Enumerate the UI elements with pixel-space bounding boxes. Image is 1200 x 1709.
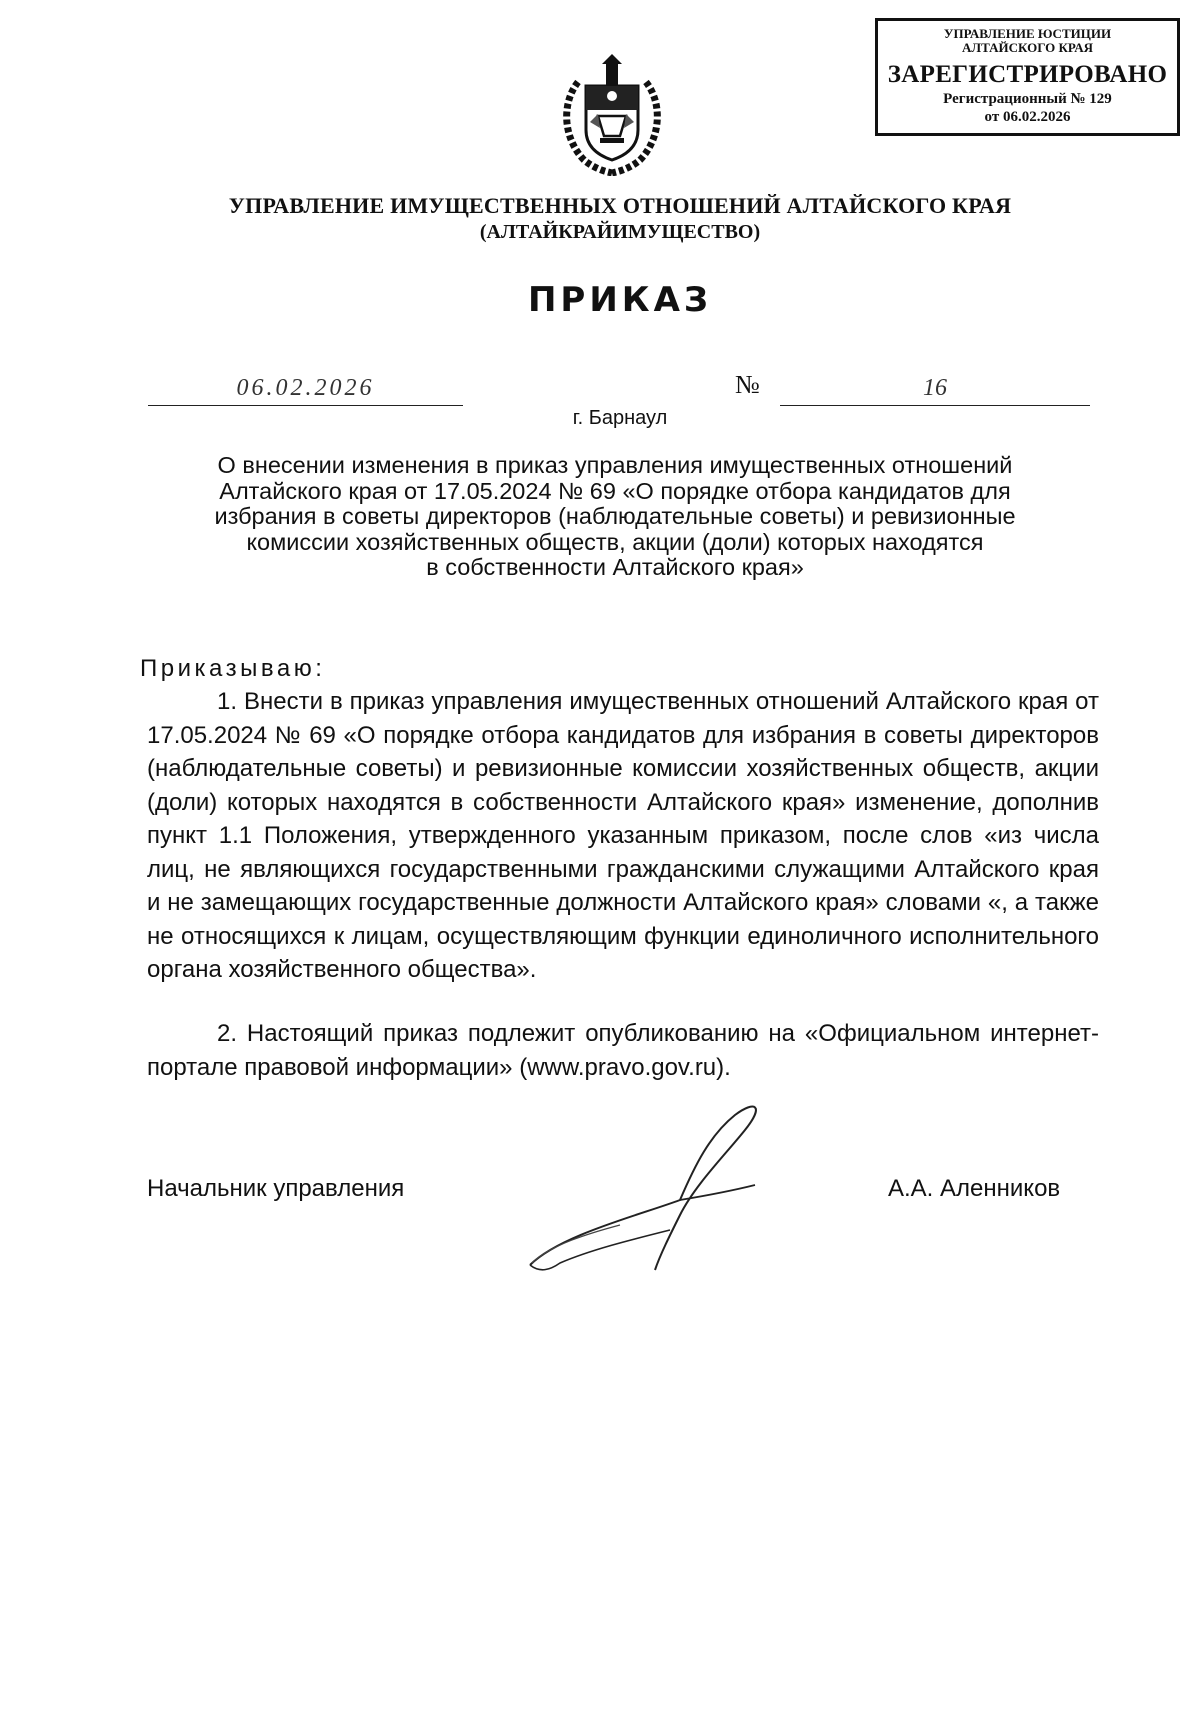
order-number: 16 — [780, 375, 1090, 406]
order-title — [150, 453, 1080, 581]
order-word: Приказываю: — [140, 655, 326, 682]
order-item-2: 2. Настоящий приказ подлежит опубликованию на «Официальном интернет-портале правовой информации» (www.pravo.gov.ru). — [147, 1020, 1099, 1081]
city: г. Барнаул — [572, 407, 668, 429]
handwritten-signature-icon — [520, 1095, 830, 1305]
stamp-reg-number: Регистрационный № 129 — [943, 91, 1112, 107]
stamp-org — [878, 27, 1177, 55]
title-line: в собственности Алтайского края» — [426, 554, 804, 580]
title-line: комиссии хозяйственных обществ, акции (доли) которых находятся — [246, 528, 984, 555]
order-item-1: 1. Внести в приказ управления имущественных отношений Алтайского края от 17.05.2024 № 69 «О порядке отбора кандидатов для избрания в советы директоров (наблюдательные советы) и ревизионные комиссии хозяйственных обществ, акции (доли) которых находятся в собственности Алтайского края» изменение, дополнив пункт 1.1 Положения, утвержденного указанным приказом, после слов «из числа лиц, не являющихся государственными гражданскими служащими Алтайского края и не замещающих государственные должности Алтайского края» словами «, а также не относящихся к лицам, осуществляющим функции единоличного исполнительного органа хозяйственного общества». — [147, 688, 1099, 983]
coat-of-arms-icon — [556, 52, 668, 176]
signatory-name: А.А. Аленников — [888, 1175, 1061, 1202]
doc-type-title: ПРИКАЗ — [527, 280, 713, 320]
stamp-org-line2: АЛТАЙСКОГО КРАЯ — [962, 40, 1093, 55]
signatory-position: Начальник управления — [147, 1175, 405, 1202]
order-number-label: № — [735, 370, 760, 399]
title-line: избрания в советы директоров (наблюдательные советы) и ревизионные — [214, 503, 1016, 529]
stamp-reg-date: от 06.02.2026 — [984, 109, 1071, 125]
org-short-name: (АЛТАЙКРАЙИМУЩЕСТВО) — [479, 221, 761, 243]
org-name: УПРАВЛЕНИЕ ИМУЩЕСТВЕННЫХ ОТНОШЕНИЙ АЛТАЙСКОГО КРАЯ — [228, 193, 1012, 218]
stamp-status: ЗАРЕГИСТРИРОВАНО — [887, 61, 1168, 88]
stamp-org-line1: УПРАВЛЕНИЕ ЮСТИЦИИ — [943, 26, 1112, 41]
title-line: О внесении изменения в приказ управления имущественных отношений — [217, 452, 1013, 478]
registration-stamp — [875, 18, 1180, 136]
order-date: 06.02.2026 — [148, 375, 463, 406]
title-line: Алтайского края от 17.05.2024 № 69 «О порядке отбора кандидатов для — [219, 477, 1011, 504]
